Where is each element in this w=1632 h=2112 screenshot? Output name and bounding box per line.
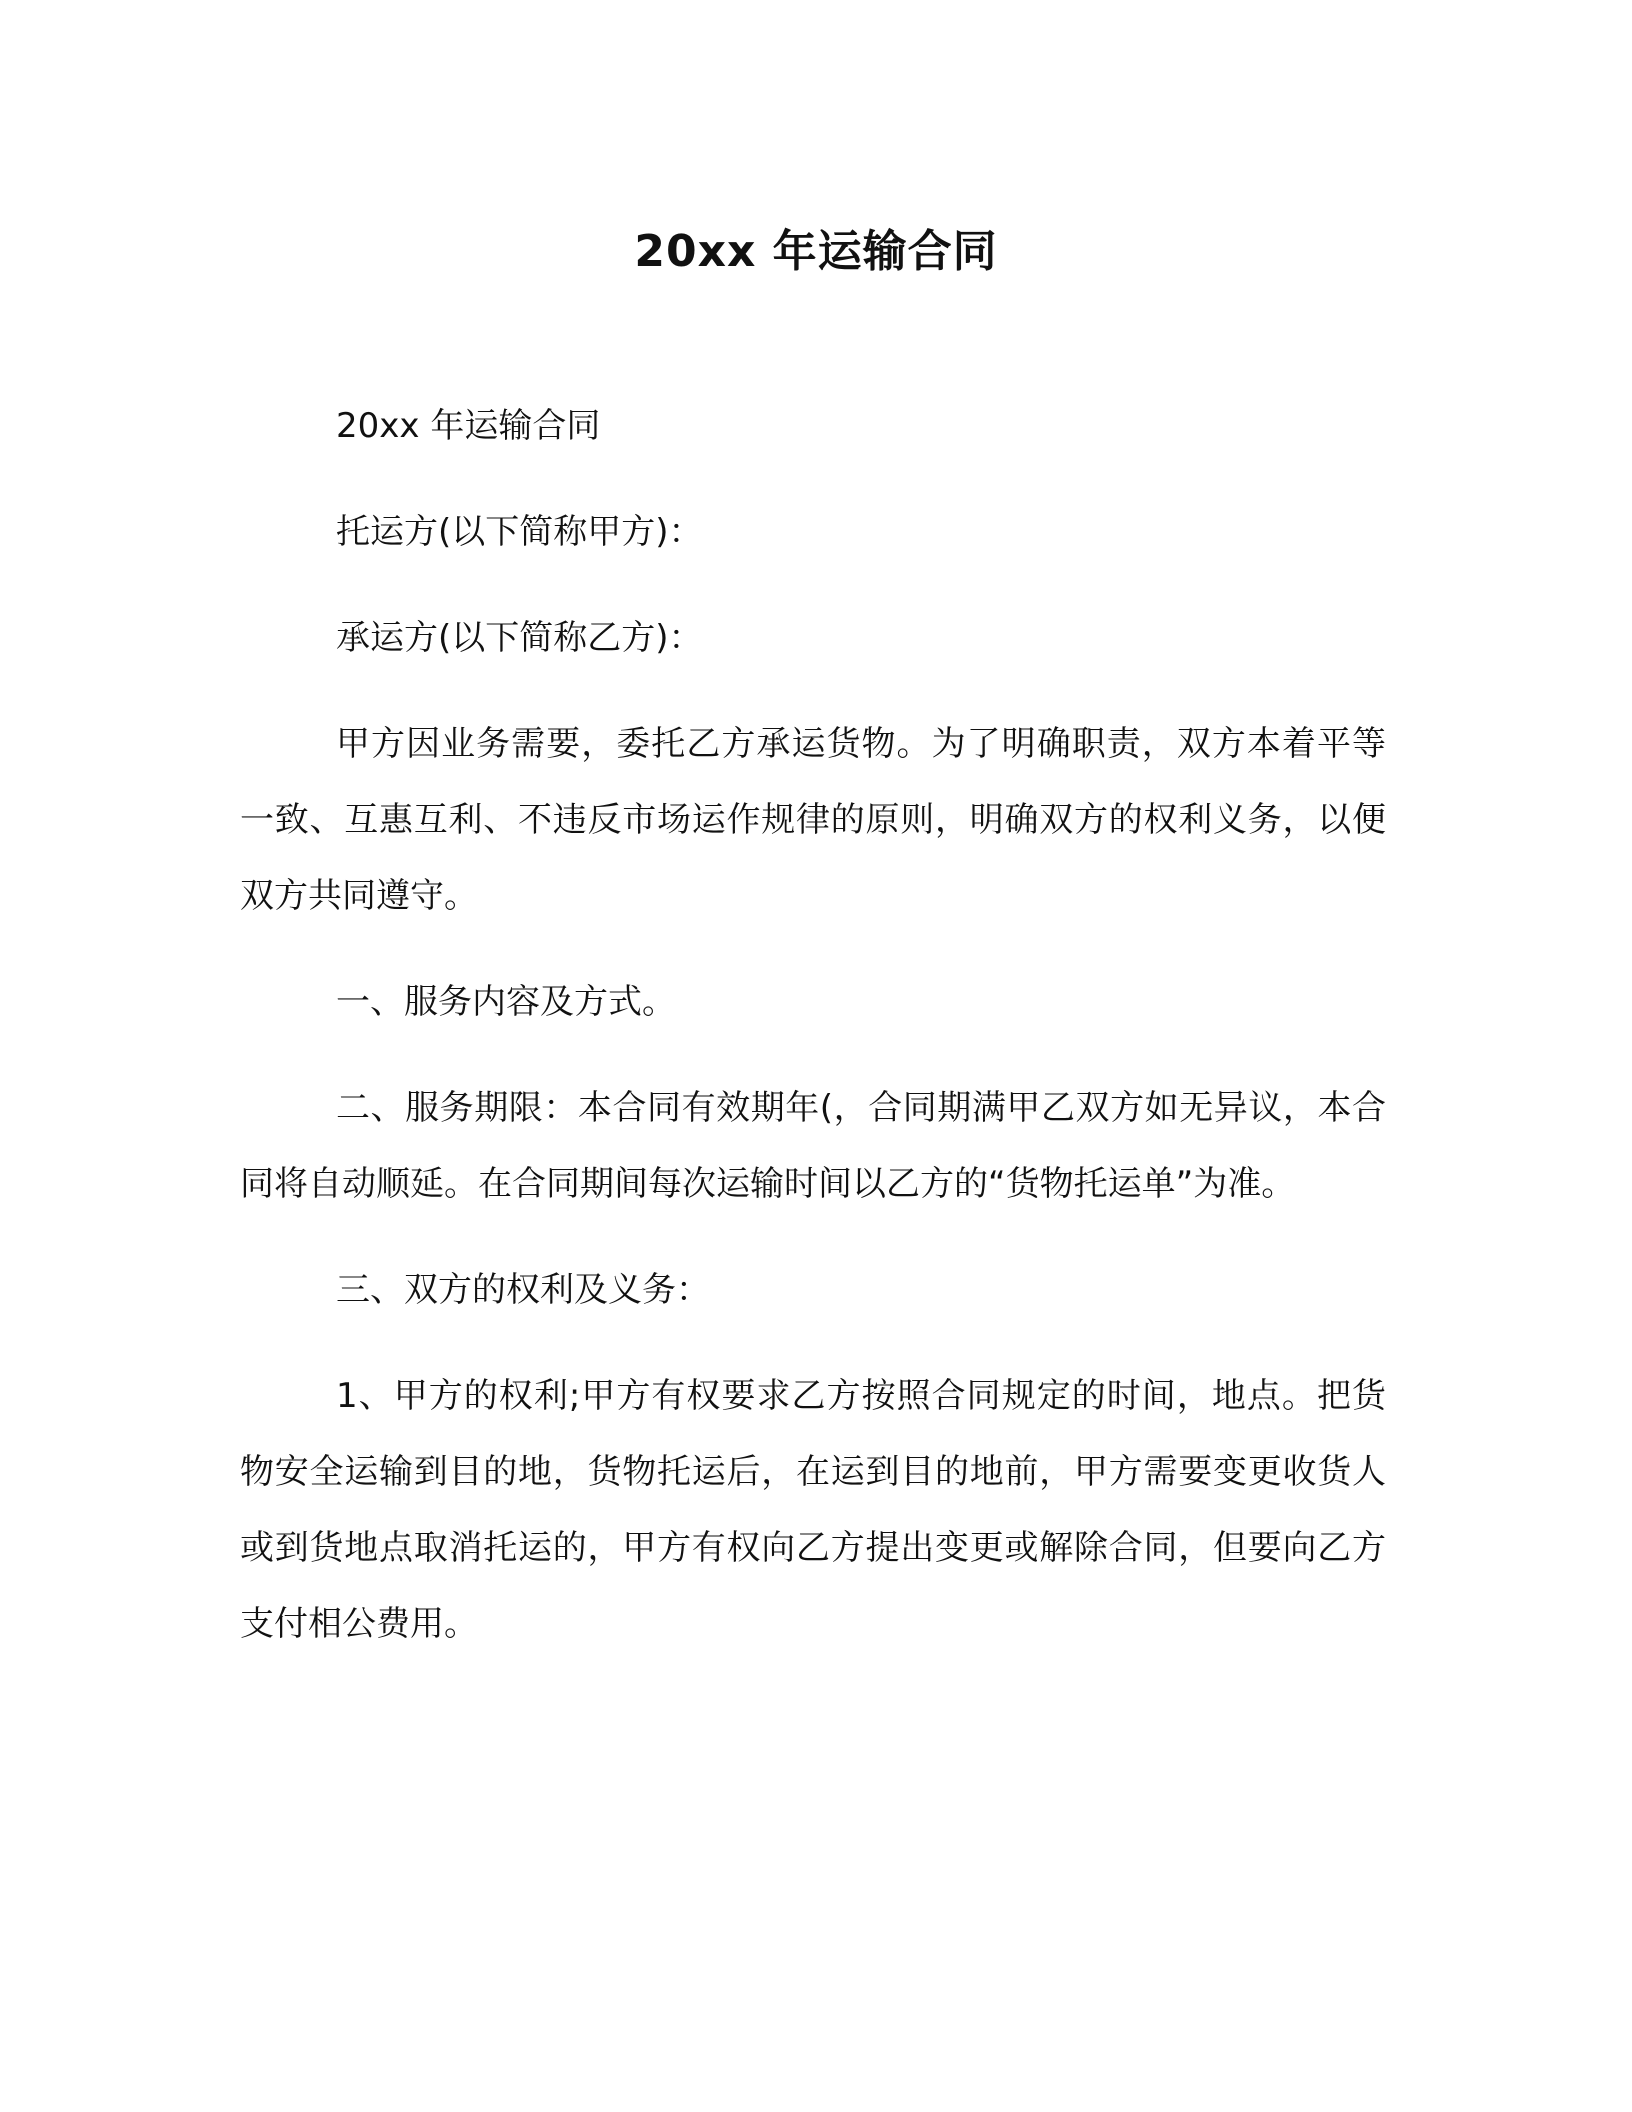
paragraph-clause-1: 1、甲方的权利;甲方有权要求乙方按照合同规定的时间，地点。把货物安全运输到目的地，货物托运后，在运到目的地前，甲方需要变更收货人或到货地点取消托运的，甲方有权向乙方提出变更或解除合同，但要向乙方支付相公费用。 [240, 1376, 1386, 1644]
paragraph-shipper: 托运方(以下简称甲方)： [336, 512, 703, 552]
paragraph-section-1: 一、服务内容及方式。 [336, 982, 676, 1022]
paragraph-subtitle: 20xx 年运输合同 [336, 406, 601, 446]
document-body [240, 388, 1386, 1692]
paragraph-section-3: 三、双方的权利及义务： [336, 1270, 710, 1310]
paragraph-preamble: 甲方因业务需要，委托乙方承运货物。为了明确职责，双方本着平等一致、互惠互利、不违反市场运作规律的原则，明确双方的权利义务，以便双方共同遵守。 [240, 724, 1386, 916]
document-title: 20xx 年运输合同 [634, 226, 998, 277]
paragraph-carrier: 承运方(以下简称乙方)： [336, 618, 703, 658]
paragraph-section-2: 二、服务期限：本合同有效期年(，合同期满甲乙双方如无异议，本合同将自动顺延。在合同期间每次运输时间以乙方的“货物托运单”为准。 [240, 1088, 1386, 1204]
